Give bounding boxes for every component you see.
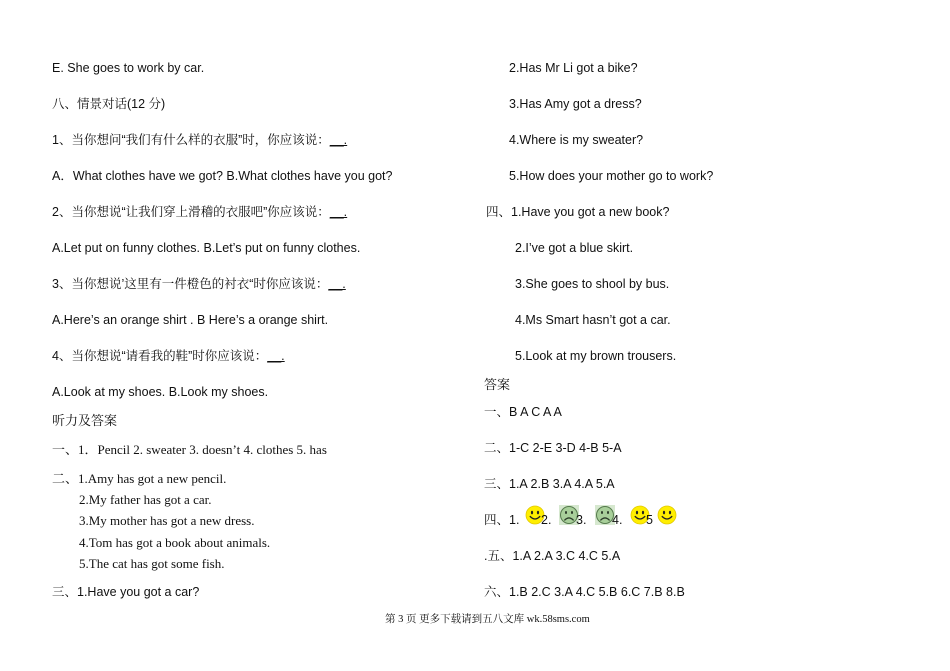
question-options: A.Here’s an orange shirt . B Here’s a orange shirt. (52, 313, 329, 327)
question-2 (52, 206, 347, 219)
answer-heading: 答案 (484, 377, 511, 392)
answer-blank: __. (329, 133, 348, 147)
text-line: 5.Look at my brown trousers. (515, 349, 677, 363)
listening-line: 3.My mother has got a new dress. (79, 513, 255, 528)
answer-text: 2. (541, 513, 552, 527)
text-line: 5.How does your mother go to work? (509, 169, 714, 183)
answer-blank: __. (328, 277, 346, 291)
text-line: 2.I’ve got a blue skirt. (515, 241, 634, 255)
question-options: A．What clothes have we got? B.What clothes have you got? (52, 169, 393, 183)
answer-text: 3. (576, 513, 587, 527)
answer-line: .五、1.A 2.A 3.C 4.C 5.A (484, 549, 621, 563)
listening-line: 4.Tom has got a book about animals. (79, 535, 271, 550)
text-line: 3.She goes to shool by bus. (515, 277, 670, 291)
listening-line: 二、1.Amy has got a new pencil. (52, 471, 227, 486)
answer-text: 四、1. (484, 513, 520, 527)
page-footer: 第 3 页 更多下载请到五八文库 wk.58sms.com (385, 614, 590, 625)
section-heading: 八、情景对话(12 分) (52, 97, 166, 111)
text-line: 4.Ms Smart hasn’t got a car. (515, 313, 671, 327)
question-4 (52, 350, 285, 363)
smiley-face-icon (657, 505, 677, 525)
listening-line: 2.My father has got a car. (79, 492, 212, 507)
answer-line: 一、B A C A A (484, 405, 562, 419)
text-line: 2.Has Mr Li got a bike? (509, 61, 638, 75)
question-options: A.Let put on funny clothes. B.Let’s put on funny clothes. (52, 241, 361, 255)
text-line: 4.Where is my sweater? (509, 133, 644, 147)
answer-line: 六、1.B 2.C 3.A 4.C 5.B 6.C 7.B 8.B (484, 585, 685, 599)
answer-line: 三、1.A 2.B 3.A 4.A 5.A (484, 477, 615, 491)
listening-line: 一、1．Pencil 2. sweater 3. doesn’t 4. clothes 5. has (52, 442, 327, 457)
section-heading: 听力及答案 (52, 413, 118, 428)
answer-blank: __. (267, 349, 285, 363)
text-line: 四、1.Have you got a new book? (486, 205, 670, 219)
question-text: 2、当你想说“让我们穿上滑稽的衣服吧”你应该说： (52, 205, 330, 219)
answer-line-faces (484, 514, 519, 527)
question-text: 1、当你想问“我们有什么样的衣服”时，你应该说： (52, 133, 330, 147)
text-line: E. She goes to work by car. (52, 61, 205, 75)
text-line: 3.Has Amy got a dress? (509, 97, 642, 111)
answer-text: 5 (646, 513, 653, 527)
listening-line: 三、1.Have you got a car? (52, 585, 200, 599)
listening-line: 5.The cat has got some fish. (79, 556, 225, 571)
answer-line: 二、1-C 2-E 3-D 4-B 5-A (484, 441, 622, 455)
question-text: 3、当你想说’这里有一件橙色的衬衣“时你应该说： (52, 277, 329, 291)
answer-blank: __. (329, 205, 348, 219)
question-1 (52, 134, 347, 147)
question-options: A.Look at my shoes. B.Look my shoes. (52, 385, 269, 399)
question-text: 4、当你想说“请看我的鞋”时你应该说： (52, 349, 268, 363)
question-3 (52, 278, 346, 291)
answer-text: 4. (612, 513, 623, 527)
